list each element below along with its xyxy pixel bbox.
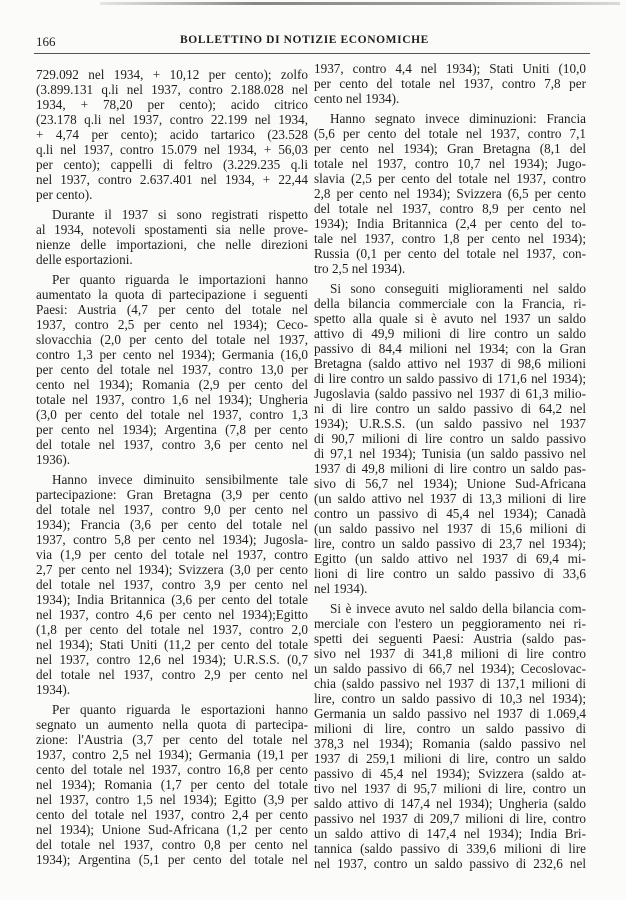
text-line: Hanno segnato invece diminuzioni: Francia [330, 111, 586, 126]
text-line: per cento del totale nel 1937, contro 7,8 per [314, 76, 586, 91]
text-line: lire, contro un saldo passivo di 23,7 nel 1934); [314, 536, 586, 551]
header-rule [34, 53, 590, 54]
text-line: lioni di lire contro un saldo passivo di 33,6 [314, 566, 586, 581]
text-line: Jugoslavia (saldo passivo nel 1937 di 61,3 milio- [314, 386, 586, 401]
paragraph [36, 67, 308, 202]
text-line: tro 2,5 nel 1934). [314, 261, 406, 276]
text-line: 1936). [36, 452, 71, 467]
text-line: via (1,9 per cento del totale nel 1937, contro [36, 547, 308, 562]
text-line: partecipazione: Gran Bretagna (3,9 per cento [36, 487, 308, 502]
text-line: (3.899.131 q.li nel 1937, contro 2.188.028 nel [36, 82, 308, 97]
text-line: un saldo attivo di 147,4 nel 1934); India Bri- [314, 826, 586, 841]
text-line: nel 1934); Romania (1,7 per cento del totale [36, 777, 308, 792]
text-line: (3,0 per cento del totale nel 1937, contro 1,3 [36, 407, 308, 422]
text-line: spetti dei seguenti Paesi: Austria (saldo pas- [314, 631, 586, 646]
text-line: cento del totale nel 1937, contro 16,8 per cento [36, 762, 308, 777]
text-line: passivo di 45,4 nel 1934); Svizzera (saldo at- [314, 766, 586, 781]
text-line: spetto alla quale si è avuto nel 1937 un saldo [314, 311, 586, 326]
page-number: 166 [36, 34, 56, 49]
paragraph [314, 601, 586, 871]
text-line: cento nel 1934). [314, 91, 400, 106]
text-line: per cento nel 1934); Gran Bretagna (8,1 del [314, 141, 586, 156]
text-line: contro un passivo di 45,4 nel 1934); Canadà [314, 506, 586, 521]
text-line: passivo nel 1937 di 209,7 milioni di lire, contro [314, 811, 586, 826]
text-line: 1934); Francia (3,6 per cento del totale nel [36, 517, 308, 532]
text-line: aumentato la quota di partecipazione i seguenti [36, 287, 308, 302]
text-line: 2,7 per cento nel 1934); Svizzera (3,0 per cento [36, 562, 308, 577]
text-line: 1934); India Britannica (3,6 per cento del totale [36, 592, 308, 607]
text-line: di lire contro un saldo passivo di 171,6 nel 1934); [314, 371, 586, 386]
text-line: 1937, contro 4,4 nel 1934); Stati Uniti (10,0 [314, 61, 586, 76]
text-line: nel 1937, contro 4,6 per cento nel 1934);Egitto [36, 607, 308, 622]
text-line: nienze delle importazioni, che nelle direzioni [36, 237, 308, 252]
text-line: Germania un saldo passivo nel 1937 di 1.069,4 [314, 706, 586, 721]
text-line: (un saldo attivo nel 1937 di 13,3 milioni di lire [314, 491, 586, 506]
text-line: sivo di 56,7 nel 1934); Unione Sud-Africana [314, 476, 586, 491]
text-line: slavia (2,5 per cento del totale nel 1937, contro [314, 171, 586, 186]
text-line: (1,8 per cento del totale nel 1937, contro 2,0 [36, 622, 308, 637]
text-line: milioni di lire, contro un saldo passivo di [314, 721, 586, 736]
text-line: del totale nel 1937, contro 8,9 per cento nel [314, 201, 586, 216]
text-line: nel 1934). [314, 581, 368, 596]
text-line: della bilancia commerciale con la Francia, ri- [314, 296, 586, 311]
text-line: di 97,1 nel 1934); Tunisia (un saldo passivo nel [314, 446, 586, 461]
text-line: 1937 di 259,1 milioni di lire, contro un saldo [314, 751, 586, 766]
text-line: del totale nel 1937, contro 3,6 per cento nel [36, 437, 308, 452]
text-line: tannica (saldo passivo di 339,6 milioni di lire [314, 841, 586, 856]
text-line: nel 1937, contro un saldo passivo di 232,6 nel [314, 856, 586, 871]
paragraph [36, 207, 308, 267]
text-line: 729.092 nel 1934, + 10,12 per cento); zolfo [36, 67, 308, 82]
text-line: per cento del totale nel 1937, contro 13,0 per [36, 362, 308, 377]
text-line: Per quanto riguarda le importazioni hanno [52, 272, 308, 287]
text-line: per cento). [36, 187, 93, 202]
text-line: nel 1934); Unione Sud-Africana (1,2 per cento [36, 822, 308, 837]
text-line: passivo di 84,4 milioni nel 1934; con la Gran [314, 341, 586, 356]
text-line: nel 1937, contro 12,6 nel 1934); U.R.S.S. (0,7 [36, 652, 308, 667]
text-line: merciale con l'estero un peggioramento nei ri- [314, 616, 586, 631]
text-line: nel 1937, contro 2.637.401 nel 1934, + 22,44 [36, 172, 308, 187]
paragraph [36, 472, 308, 697]
text-line: per cento); cappelli di feltro (3.229.235 q.li [36, 157, 308, 172]
text-line: del totale nel 1937, contro 2,9 per cento nel [36, 667, 308, 682]
text-line: 1934); U.R.S.S. (un saldo passivo nel 1937 [314, 416, 586, 431]
text-line: Egitto (un saldo attivo nel 1937 di 69,4 mi- [314, 551, 586, 566]
text-line: per cento nel 1934); Argentina (7,8 per cento [36, 422, 308, 437]
text-line: 1934); Argentina (5,1 per cento del totale nel [36, 852, 308, 867]
text-line: del totale nel 1937, contro 9,0 per cento nel [36, 502, 308, 517]
text-line: tivo nel 1937 di 95,7 milioni di lire, contro un [314, 781, 586, 796]
text-line: Durante il 1937 si sono registrati rispetto [52, 207, 308, 222]
text-line: del totale nel 1937, contro 3,9 per cento nel [36, 577, 308, 592]
text-line: 1934, + 78,20 per cento); acido citrico [36, 97, 308, 112]
text-line: 1934); India Britannica (2,4 per cento del to- [314, 216, 586, 231]
text-line: nel 1937, contro 1,5 nel 1934); Egitto (3,9 per [36, 792, 308, 807]
text-line: 1937, contro 5,8 per cento nel 1934); Jugosla- [36, 532, 308, 547]
text-line: lire, contro un saldo passivo di 10,3 nel 1934); [314, 691, 586, 706]
text-line: nel 1934); Stati Uniti (11,2 per cento del totale [36, 637, 308, 652]
paragraph [314, 61, 586, 106]
text-line: 1937, contro 2,5 per cento nel 1934); Ceco- [36, 317, 308, 332]
text-line: sivo nel 1937 di 341,8 milioni di lire contro [314, 646, 586, 661]
text-line: q.li nel 1937, contro 15.079 nel 1934, + 56,03 [36, 142, 308, 157]
text-line: contro 1,3 per cento nel 1934); Germania (16,0 [36, 347, 308, 362]
text-line: un saldo passivo di 66,7 nel 1934); Cecoslovac- [314, 661, 586, 676]
text-line: saldo attivo di 147,4 nel 1934); Ungheria (saldo [314, 796, 586, 811]
text-line: 1934). [36, 682, 71, 697]
text-line: 1937 di 49,8 milioni di lire contro un saldo pas- [314, 461, 586, 476]
text-line: + 4,74 per cento); acido tartarico (23.528 [36, 127, 308, 142]
text-line: (5,6 per cento del totale nel 1937, contro 7,1 [314, 126, 586, 141]
text-line: slovacchia (2,0 per cento del totale nel 1937, [36, 332, 308, 347]
text-line: tale nel 1937, contro 1,8 per cento nel 1934); [314, 231, 586, 246]
text-line: 378,3 nel 1934); Romania (saldo passivo nel [314, 736, 586, 751]
text-line: (23.178 q.li nel 1937, contro 22.199 nel 1934, [36, 112, 308, 127]
text-line: cento del totale nel 1937, contro 2,4 per cento [36, 807, 308, 822]
paragraph [314, 111, 586, 276]
text-line: del totale nel 1937, contro 0,8 per cento nel [36, 837, 308, 852]
text-line: 1937, contro 2,5 nel 1934); Germania (19,1 per [36, 747, 308, 762]
text-line: Russia (0,1 per cento del totale nel 1937, con- [314, 246, 586, 261]
text-line: Paesi: Austria (4,7 per cento del totale nel [36, 302, 308, 317]
text-line: al 1934, notevoli spostamenti sia nelle prove- [36, 222, 308, 237]
text-line: 2,8 per cento nel 1934); Svizzera (6,5 per cento [314, 186, 586, 201]
text-column-right [314, 61, 586, 876]
text-line: chia (saldo passivo nel 1937 di 137,1 milioni di [314, 676, 586, 691]
running-title: BOLLETTINO DI NOTIZIE ECONOMICHE [180, 34, 429, 46]
text-line: totale nel 1937, contro 1,6 nel 1934); Ungheria [36, 392, 308, 407]
paragraph [36, 702, 308, 867]
text-line: zione: l'Austria (3,7 per cento del totale nel [36, 732, 308, 747]
text-line: Hanno invece diminuito sensibilmente tale [52, 472, 308, 487]
text-line: totale nel 1937, contro 10,7 nel 1934); Jugo- [314, 156, 586, 171]
text-column-left [36, 67, 308, 872]
text-line: cento nel 1934); Romania (2,9 per cento del [36, 377, 308, 392]
text-line: Bretagna (saldo attivo nel 1937 di 98,6 milioni [314, 356, 586, 371]
text-line: Si sono conseguiti miglioramenti nel saldo [330, 281, 586, 296]
paragraph [36, 272, 308, 467]
scan-artifact [100, 2, 620, 5]
text-line: attivo di 49,9 milioni di lire contro un saldo [314, 326, 586, 341]
text-line: (un saldo passivo nel 1937 di 15,6 milioni di [314, 521, 586, 536]
text-line: di 90,7 milioni di lire contro un saldo passivo [314, 431, 586, 446]
paragraph [314, 281, 586, 596]
text-line: segnato un aumento nella quota di partecipa- [36, 717, 308, 732]
text-line: Si è invece avuto nel saldo della bilancia com- [330, 601, 586, 616]
text-line: Per quanto riguarda le esportazioni hanno [52, 702, 308, 717]
text-line: ni di lire contro un saldo passivo di 64,2 nel [314, 401, 586, 416]
text-line: delle esportazioni. [36, 252, 133, 267]
